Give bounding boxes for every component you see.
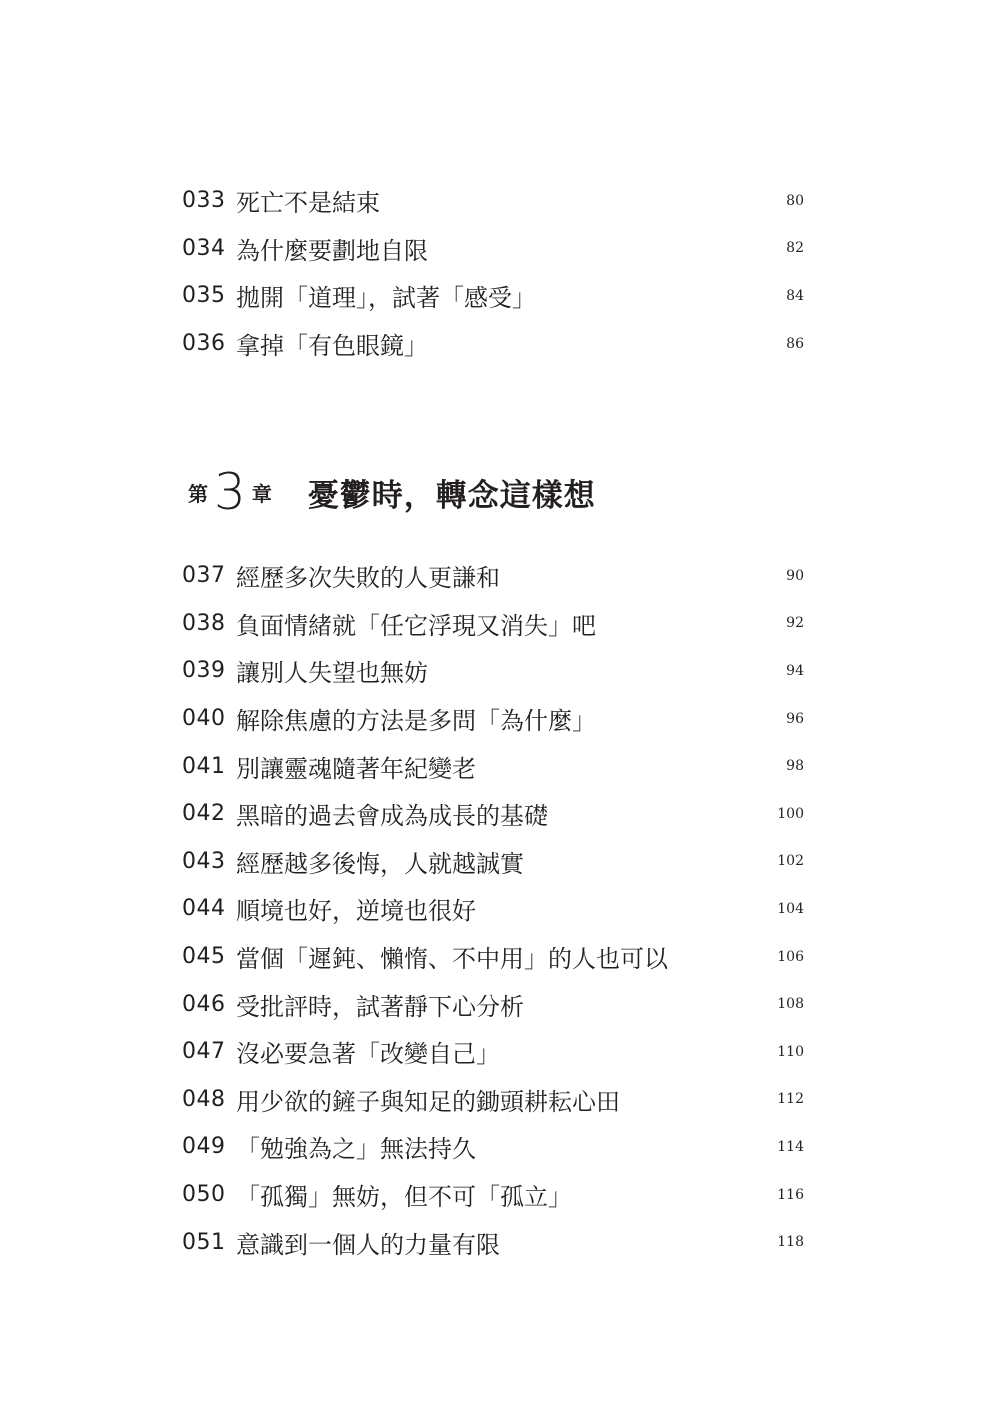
entry-title: 解除焦慮的方法是多問「為什麼」 (236, 707, 596, 736)
toc-entry[interactable] (182, 1171, 804, 1219)
toc-entry[interactable] (182, 838, 804, 886)
entry-number: 043 (182, 848, 226, 874)
entry-number: 047 (182, 1039, 226, 1065)
entry-page-number: 104 (777, 900, 804, 917)
toc-entry[interactable] (182, 695, 804, 743)
entry-number: 045 (182, 944, 226, 970)
entry-page-number: 94 (786, 662, 804, 679)
entry-number: 037 (182, 563, 226, 589)
entry-title: 死亡不是結束 (236, 189, 380, 218)
entry-number: 039 (182, 658, 226, 684)
toc-entry[interactable] (182, 980, 804, 1028)
entry-page-number: 96 (786, 710, 804, 727)
entry-page-number: 98 (786, 758, 804, 775)
entry-number: 048 (182, 1086, 226, 1112)
entry-number: 046 (182, 991, 226, 1017)
entry-title: 沒必要急著「改變自己」 (236, 1040, 500, 1069)
entry-number: 034 (182, 235, 226, 261)
toc-entry[interactable] (182, 742, 804, 790)
entry-page-number: 112 (777, 1091, 804, 1108)
entry-number: 051 (182, 1229, 226, 1255)
entry-number: 036 (182, 331, 226, 357)
toc-entry[interactable] (182, 1123, 804, 1171)
entry-title: 別讓靈魂隨著年紀變老 (236, 754, 476, 783)
entry-page-number: 84 (786, 287, 804, 304)
entry-page-number: 114 (777, 1138, 804, 1155)
toc-section-b (182, 552, 804, 1266)
chapter-prefix: 第 (188, 481, 208, 506)
entry-page-number: 86 (786, 335, 804, 352)
entry-title: 當個「遲鈍、懶惰、不中用」的人也可以 (236, 945, 668, 974)
toc-entry[interactable] (182, 647, 804, 695)
entry-number: 042 (182, 801, 226, 827)
entry-title: 意識到一個人的力量有限 (236, 1230, 500, 1259)
entry-page-number: 102 (777, 853, 804, 870)
entry-title: 受批評時，試著靜下心分析 (236, 992, 524, 1021)
entry-page-number: 92 (786, 615, 804, 632)
entry-title: 黑暗的過去會成為成長的基礎 (236, 802, 548, 831)
entry-page-number: 100 (777, 805, 804, 822)
chapter-number: 3 (214, 463, 246, 521)
entry-page-number: 108 (777, 996, 804, 1013)
entry-page-number: 80 (786, 192, 804, 209)
entry-page-number: 106 (777, 948, 804, 965)
entry-title: 順境也好，逆境也很好 (236, 897, 476, 926)
entry-title: 經歷多次失敗的人更謙和 (236, 564, 500, 593)
entry-page-number: 118 (777, 1234, 804, 1251)
entry-number: 041 (182, 753, 226, 779)
entry-number: 033 (182, 188, 226, 214)
toc-entry[interactable] (182, 790, 804, 838)
toc-entry[interactable] (182, 885, 804, 933)
entry-title: 拿掉「有色眼鏡」 (236, 332, 428, 361)
entry-title: 讓別人失望也無妨 (236, 659, 428, 688)
entry-title: 為什麼要劃地自限 (236, 236, 428, 265)
entry-number: 035 (182, 283, 226, 309)
entry-page-number: 82 (786, 240, 804, 257)
entry-number: 040 (182, 706, 226, 732)
entry-title: 「孤獨」無妨，但不可「孤立」 (236, 1183, 572, 1212)
chapter-suffix: 章 (251, 481, 272, 506)
toc-entry[interactable] (182, 600, 804, 648)
entry-title: 用少欲的鏟子與知足的鋤頭耕耘心田 (236, 1087, 620, 1116)
toc-entry[interactable] (182, 933, 804, 981)
entry-number: 038 (182, 610, 226, 636)
chapter-title: 憂鬱時，轉念這樣想 (307, 477, 596, 514)
entry-number: 050 (182, 1182, 226, 1208)
entry-number: 049 (182, 1134, 226, 1160)
entry-page-number: 110 (777, 1043, 804, 1060)
toc-entry[interactable] (182, 320, 804, 368)
entry-title: 經歷越多後悔，人就越誠實 (236, 849, 524, 878)
entry-title: 拋開「道理」，試著「感受」 (236, 284, 536, 313)
toc-entry[interactable] (182, 225, 804, 273)
toc-entry[interactable] (182, 1028, 804, 1076)
toc-entry[interactable] (182, 177, 804, 225)
entry-number: 044 (182, 896, 226, 922)
entry-page-number: 116 (777, 1186, 804, 1203)
toc-entry[interactable] (182, 552, 804, 600)
entry-title: 「勉強為之」無法持久 (236, 1135, 476, 1164)
entry-page-number: 90 (786, 567, 804, 584)
toc-section-a (182, 177, 804, 367)
toc-entry[interactable] (182, 272, 804, 320)
toc-entry[interactable] (182, 1076, 804, 1124)
chapter-heading (188, 462, 596, 522)
entry-title: 負面情緒就「任它浮現又消失」吧 (236, 611, 596, 640)
toc-entry[interactable] (182, 1218, 804, 1266)
